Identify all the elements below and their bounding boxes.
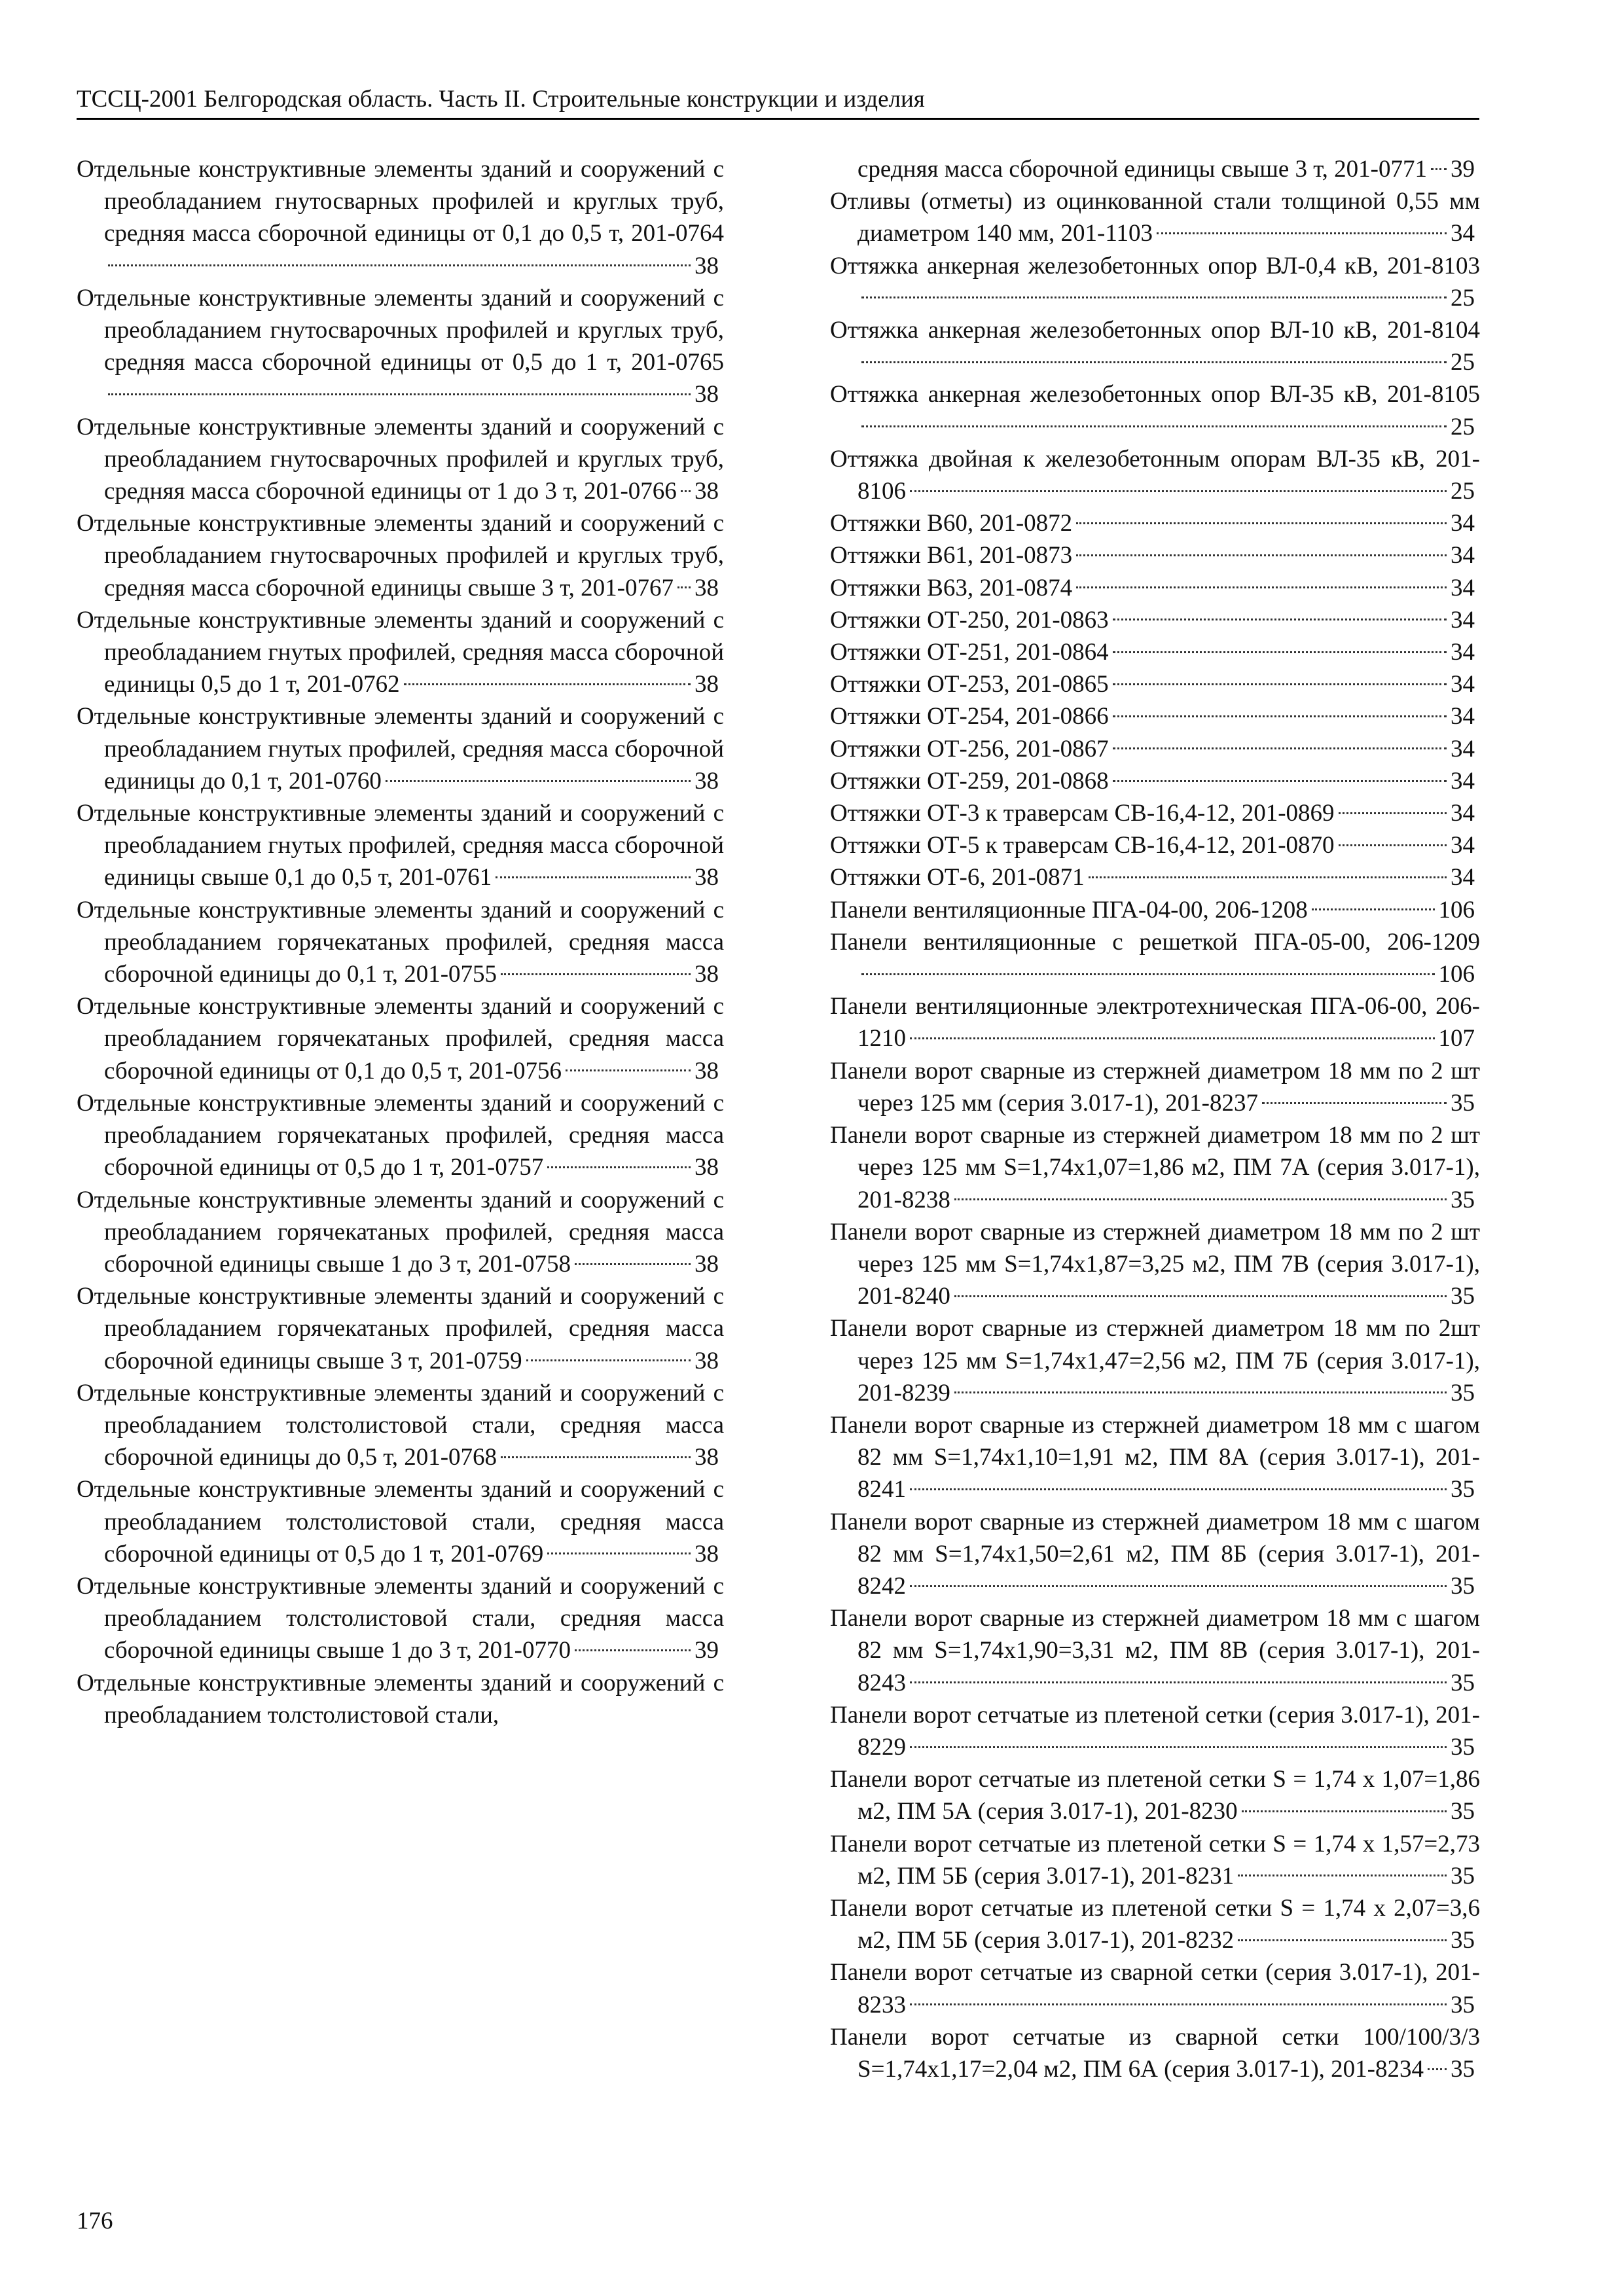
dot-leader (861, 425, 1447, 427)
index-entry (830, 2021, 1480, 2085)
index-entry-text: Панели ворот сетчатые из плетеной сетки S = 1,74 x 2,07=3,6 м2, ПМ 5Б (серия 3.017-1), 201-8232 (830, 1894, 1480, 1954)
index-entry-text: Отдельные конструктивные элементы зданий и сооружений с преобладанием гнутых профилей, средняя масса сборочной единицы свыше 0,1 до 0,5 т, 201-0761 (77, 800, 724, 891)
index-entry (77, 700, 724, 797)
index-entry (77, 1280, 724, 1377)
index-entry (77, 153, 724, 282)
index-entry-text: Панели ворот сетчатые из сварной сетки (серия 3.017-1), 201-8233 (830, 1959, 1480, 2018)
index-entry-page: 34 (1451, 671, 1475, 698)
dot-leader (910, 1037, 1435, 1039)
index-entry (77, 1667, 724, 1731)
dot-leader (1312, 908, 1435, 910)
index-entry (830, 733, 1480, 765)
dot-leader (1339, 844, 1447, 846)
index-entry-page: 25 (1451, 413, 1475, 440)
index-entry-page: 35 (1451, 1089, 1475, 1117)
index-entry (77, 1570, 724, 1667)
index-entry (830, 1506, 1480, 1603)
dot-leader (861, 973, 1435, 975)
index-entry-page: 35 (1451, 1862, 1475, 1890)
index-entry (830, 1055, 1480, 1119)
index-entry-page: 25 (1451, 349, 1475, 376)
index-entry-text: Оттяжки ОТ-253, 201-0865 (830, 671, 1109, 698)
index-entry-page: 25 (1451, 284, 1475, 312)
index-entry-page: 38 (695, 381, 719, 408)
index-entry-page: 35 (1451, 1476, 1475, 1503)
dot-leader (1076, 586, 1447, 588)
index-entry-page: 39 (695, 1637, 719, 1664)
dot-leader (1113, 747, 1447, 749)
index-column-left (77, 153, 724, 1731)
index-entry-text: Отдельные конструктивные элементы зданий и сооружений с преобладанием гнутых профилей, средняя масса сборочной единицы до 0,1 т, 201-0760 (77, 703, 724, 795)
dot-leader (496, 876, 691, 878)
index-entry-page: 35 (1451, 1379, 1475, 1407)
index-entry-page: 38 (695, 1540, 719, 1568)
index-entry (830, 829, 1480, 861)
dot-leader (910, 490, 1447, 492)
index-entry (830, 668, 1480, 700)
dot-leader (1242, 1810, 1447, 1812)
index-entry-page: 35 (1451, 1798, 1475, 1825)
dot-leader (1113, 715, 1447, 717)
index-entry-page: 35 (1451, 1927, 1475, 1954)
index-entry-text: Панели ворот сетчатые из сварной сетки 100/100/3/3 S=1,74x1,17=2,04 м2, ПМ 6А (серия 3.017-1), 201-8234 (830, 2023, 1480, 2083)
index-entry (830, 572, 1480, 604)
index-entry (830, 797, 1480, 829)
index-entry (830, 636, 1480, 668)
index-entry-page: 38 (695, 961, 719, 988)
index-entry-text: Оттяжки В60, 201-0872 (830, 510, 1073, 537)
index-entry-page: 38 (695, 1250, 719, 1278)
index-entry (830, 765, 1480, 797)
dot-leader (910, 1488, 1447, 1490)
index-entry-page: 34 (1451, 767, 1475, 795)
index-entry-page: 38 (695, 478, 719, 505)
index-entry-text: Панели вентиляционные ПГА-04-00, 206-1208 (830, 896, 1308, 924)
index-entry-page: 25 (1451, 478, 1475, 505)
index-entry-page: 34 (1451, 800, 1475, 827)
dot-leader (1089, 876, 1447, 878)
index-entry-text: Отдельные конструктивные элементы зданий и сооружений с преобладанием горячекатаных профилей, средняя масса сборочной единицы свыше 3 т, 201-0759 (77, 1283, 724, 1374)
index-entry-page: 38 (695, 671, 719, 698)
index-entry (77, 797, 724, 894)
index-entry-text: Оттяжки ОТ-256, 201-0867 (830, 735, 1109, 762)
dot-leader (1428, 2068, 1447, 2070)
index-entry-page: 38 (695, 1154, 719, 1181)
index-entry-page: 38 (695, 574, 719, 601)
index-entry-text: Оттяжка анкерная железобетонных опор ВЛ-0,4 кВ, 201-8103 (830, 252, 1480, 279)
index-entry (77, 411, 724, 508)
dot-leader (547, 1166, 691, 1168)
index-entry-text: Отдельные конструктивные элементы зданий и сооружений с преобладанием горячекатаных профилей, средняя масса сборочной единицы до 0,1 т, 201-0755 (77, 896, 724, 988)
dot-leader (501, 1456, 691, 1458)
index-entry-page: 107 (1438, 1025, 1475, 1052)
index-entry (77, 507, 724, 604)
index-entry (77, 1473, 724, 1570)
index-entry-text: Отдельные конструктивные элементы зданий и сооружений с преобладанием толстолистовой стали, средняя масса сборочной единицы от 0,5 до 1 т, 201-0769 (77, 1476, 724, 1568)
dot-leader (1113, 683, 1447, 685)
index-entry (830, 507, 1480, 539)
dot-leader (386, 780, 691, 782)
index-entry-text: Оттяжка анкерная железобетонных опор ВЛ-10 кВ, 201-8104 (830, 317, 1480, 344)
index-entry (830, 1119, 1480, 1216)
index-entry (830, 1763, 1480, 1827)
index-entry-page: 35 (1451, 1186, 1475, 1213)
dot-leader (526, 1359, 691, 1361)
dot-leader (1238, 1874, 1447, 1876)
index-entry-page: 35 (1451, 1283, 1475, 1310)
index-entry (830, 185, 1480, 249)
index-entry-page: 35 (1451, 1733, 1475, 1761)
index-column-right (830, 153, 1480, 2085)
dot-leader (575, 1263, 691, 1265)
index-entry (830, 378, 1480, 442)
dot-leader (861, 296, 1447, 298)
index-entry-page: 34 (1451, 832, 1475, 859)
index-entry-page: 34 (1451, 606, 1475, 634)
page-number: 176 (77, 2208, 113, 2234)
dot-leader (1431, 168, 1447, 170)
dot-leader (108, 264, 691, 266)
index-entry-text: Отдельные конструктивные элементы зданий и сооружений с преобладанием гнутосварных профилей и круглых труб, средняя масса сборочной единицы от 0,1 до 0,5 т, 201-0764 (77, 156, 724, 247)
dot-leader (910, 1681, 1447, 1683)
dot-leader (404, 683, 691, 685)
index-entry-text: Отливы (отметы) из оцинкованной стали толщиной 0,55 мм диаметром 140 мм, 201-1103 (830, 188, 1480, 247)
index-entry (77, 1184, 724, 1281)
index-entry-text: Панели вентиляционные электротехническая ПГА-06-00, 206-1210 (830, 993, 1480, 1052)
index-entry-text: Отдельные конструктивные элементы зданий и сооружений с преобладанием толстолистовой стали, средняя масса сборочной единицы свыше 1 до 3 т, 201-0770 (77, 1572, 724, 1664)
running-header: ТССЦ-2001 Белгородская область. Часть II. Строительные конструкции и изделия (77, 84, 1479, 120)
index-entry-text: Оттяжка анкерная железобетонных опор ВЛ-35 кВ, 201-8105 (830, 381, 1480, 408)
index-entry-text: Оттяжка двойная к железобетонным опорам ВЛ-35 кВ, 201-8106 (830, 445, 1480, 505)
dot-leader (910, 1585, 1447, 1587)
index-entry-text: Отдельные конструктивные элементы зданий и сооружений с преобладанием толстолистовой стали, средняя масса сборочной единицы до 0,5 т, 201-0768 (77, 1379, 724, 1471)
index-entry-page: 38 (695, 864, 719, 891)
index-entry-text: Панели ворот сварные из стержней диаметром 18 мм по 2 шт через 125 мм S=1,74x1,87=3,25 м2, ПМ 7В (серия 3.017-1), 201-8240 (830, 1218, 1480, 1310)
index-entry (830, 700, 1480, 732)
index-entry (830, 1216, 1480, 1313)
index-entry-text: Панели ворот сварные из стержней диаметром 18 мм с шагом 82 мм S=1,74x1,50=2,61 м2, ПМ 8Б (серия 3.017-1), 201-8242 (830, 1508, 1480, 1600)
index-entry-text: Отдельные конструктивные элементы зданий и сооружений с преобладанием гнутых профилей, средняя масса сборочной единицы 0,5 до 1 т, 201-0762 (77, 606, 724, 698)
index-entry (830, 250, 1480, 314)
index-entry (830, 1602, 1480, 1699)
index-entry-text: Панели ворот сетчатые из плетеной сетки (серия 3.017-1), 201-8229 (830, 1701, 1480, 1761)
index-entry (830, 1699, 1480, 1763)
index-entry-text: Оттяжки ОТ-259, 201-0868 (830, 767, 1109, 795)
dot-leader (861, 361, 1447, 363)
index-entry-text: Отдельные конструктивные элементы зданий и сооружений с преобладанием гнутосварочных профилей и круглых труб, средняя масса сборочной единицы от 1 до 3 т, 201-0766 (77, 413, 724, 505)
dot-leader (1113, 619, 1447, 620)
index-entry-page: 106 (1438, 961, 1475, 988)
index-entry-page: 35 (1451, 1572, 1475, 1600)
dot-leader (954, 1295, 1447, 1297)
dot-leader (954, 1198, 1447, 1200)
index-entry (77, 894, 724, 991)
index-entry-page: 34 (1451, 735, 1475, 762)
dot-leader (566, 1069, 691, 1071)
index-entry-page: 35 (1451, 1669, 1475, 1696)
index-entry (830, 990, 1480, 1054)
index-entry-text: Панели ворот сетчатые из плетеной сетки S = 1,74 x 1,57=2,73 м2, ПМ 5Б (серия 3.017-1), 201-8231 (830, 1830, 1480, 1890)
index-entry-text: Отдельные конструктивные элементы зданий и сооружений с преобладанием гнутосварочных профилей и круглых труб, средняя масса сборочной единицы от 0,5 до 1 т, 201-0765 (77, 284, 724, 376)
index-entry-text: Панели ворот сетчатые из плетеной сетки S = 1,74 x 1,07=1,86 м2, ПМ 5А (серия 3.017-1), 201-8230 (830, 1766, 1480, 1825)
index-entry-text: Панели вентиляционные с решеткой ПГА-05-00, 206-1209 (830, 928, 1480, 956)
index-entry-text: Оттяжки ОТ-6, 201-0871 (830, 864, 1085, 891)
index-entry (830, 539, 1480, 571)
index-entry (830, 926, 1480, 990)
index-entry (77, 282, 724, 411)
dot-leader (108, 393, 691, 395)
index-entry-text: средняя масса сборочной единицы свыше 3 т, 201-0771 (857, 156, 1427, 183)
index-entry-page: 34 (1451, 703, 1475, 730)
index-entry-text: Оттяжки ОТ-250, 201-0863 (830, 606, 1109, 634)
index-entry-page: 35 (1451, 1991, 1475, 2018)
index-entry-text: Оттяжки ОТ-254, 201-0866 (830, 703, 1109, 730)
index-entry-text: Оттяжки В61, 201-0873 (830, 542, 1073, 569)
dot-leader (575, 1649, 691, 1651)
index-entry-page: 38 (695, 252, 719, 279)
index-entry-page: 34 (1451, 639, 1475, 666)
index-entry-text: Отдельные конструктивные элементы зданий и сооружений с преобладанием толстолистовой стали, (77, 1669, 724, 1729)
dot-leader (910, 2003, 1447, 2005)
dot-leader (677, 586, 691, 588)
index-entry-page: 38 (695, 1057, 719, 1085)
index-entry-page: 34 (1451, 220, 1475, 247)
index-entry-page: 38 (695, 767, 719, 795)
index-entry (830, 314, 1480, 378)
index-entry (77, 1087, 724, 1184)
index-entry (77, 990, 724, 1087)
index-entry-page: 39 (1451, 156, 1475, 183)
index-entry-page: 34 (1451, 574, 1475, 601)
index-entry-text: Панели ворот сварные из стержней диаметром 18 мм по 2 шт через 125 мм S=1,74x1,07=1,86 м2, ПМ 7А (серия 3.017-1), 201-8238 (830, 1122, 1480, 1213)
index-entry-text: Оттяжки ОТ-3 к траверсам СВ-16,4-12, 201-0869 (830, 800, 1335, 827)
dot-leader (681, 490, 691, 492)
index-entry (830, 1956, 1480, 2020)
index-entry (77, 604, 724, 701)
index-entry-text: Оттяжки ОТ-251, 201-0864 (830, 639, 1109, 666)
index-entry (830, 604, 1480, 636)
dot-leader (1113, 780, 1447, 782)
index-entry (830, 1892, 1480, 1956)
dot-leader (1076, 522, 1447, 524)
index-entry-text: Отдельные конструктивные элементы зданий и сооружений с преобладанием горячекатаных профилей, средняя масса сборочной единицы от 0,5 до 1 т, 201-0757 (77, 1089, 724, 1181)
dot-leader (547, 1552, 691, 1554)
index-entry-text: Оттяжки ОТ-5 к траверсам СВ-16,4-12, 201-0870 (830, 832, 1335, 859)
dot-leader (910, 1746, 1447, 1748)
index-entry (77, 1377, 724, 1474)
index-entry-text: Отдельные конструктивные элементы зданий и сооружений с преобладанием горячекатаных профилей, средняя масса сборочной единицы от 0,1 до 0,5 т, 201-0756 (77, 993, 724, 1085)
index-entry-text: Отдельные конструктивные элементы зданий и сооружений с преобладанием гнутосварочных профилей и круглых труб, средняя масса сборочной единицы свыше 3 т, 201-0767 (77, 510, 724, 601)
index-entry-text: Оттяжки В63, 201-0874 (830, 574, 1073, 601)
index-entry-page: 34 (1451, 510, 1475, 537)
index-entry-page: 35 (1451, 2055, 1475, 2083)
dot-leader (1113, 651, 1447, 653)
index-entry (830, 443, 1480, 507)
index-entry-page: 34 (1451, 542, 1475, 569)
index-entry-page: 106 (1438, 896, 1475, 924)
dot-leader (954, 1391, 1447, 1393)
index-entry-page: 34 (1451, 864, 1475, 891)
index-entry (830, 1312, 1480, 1409)
index-entry-text: Панели ворот сварные из стержней диаметром 18 мм по 2 шт через 125 мм (серия 3.017-1), 201-8237 (830, 1057, 1480, 1117)
dot-leader (1157, 232, 1447, 234)
index-entry (830, 861, 1480, 893)
index-entry-page: 38 (695, 1347, 719, 1374)
index-entry-text: Панели ворот сварные из стержней диаметром 18 мм с шагом 82 мм S=1,74x1,10=1,91 м2, ПМ 8А (серия 3.017-1), 201-8241 (830, 1411, 1480, 1503)
index-entry-text: Отдельные конструктивные элементы зданий и сооружений с преобладанием горячекатаных профилей, средняя масса сборочной единицы свыше 1 до 3 т, 201-0758 (77, 1186, 724, 1278)
index-entry-text: Панели ворот сварные из стержней диаметром 18 мм с шагом 82 мм S=1,74x1,90=3,31 м2, ПМ 8В (серия 3.017-1), 201-8243 (830, 1605, 1480, 1696)
index-entry (830, 153, 1480, 185)
dot-leader (1076, 554, 1447, 556)
index-entry (830, 1409, 1480, 1506)
index-entry (830, 894, 1480, 926)
dot-leader (1262, 1102, 1447, 1104)
index-entry-text: Панели ворот сварные из стержней диаметром 18 мм по 2шт через 125 мм S=1,74x1,47=2,56 м2, ПМ 7Б (серия 3.017-1), 201-8239 (830, 1315, 1480, 1407)
index-entry (830, 1828, 1480, 1892)
dot-leader (501, 973, 691, 975)
dot-leader (1238, 1939, 1447, 1941)
index-entry-page: 38 (695, 1444, 719, 1471)
dot-leader (1339, 812, 1447, 814)
